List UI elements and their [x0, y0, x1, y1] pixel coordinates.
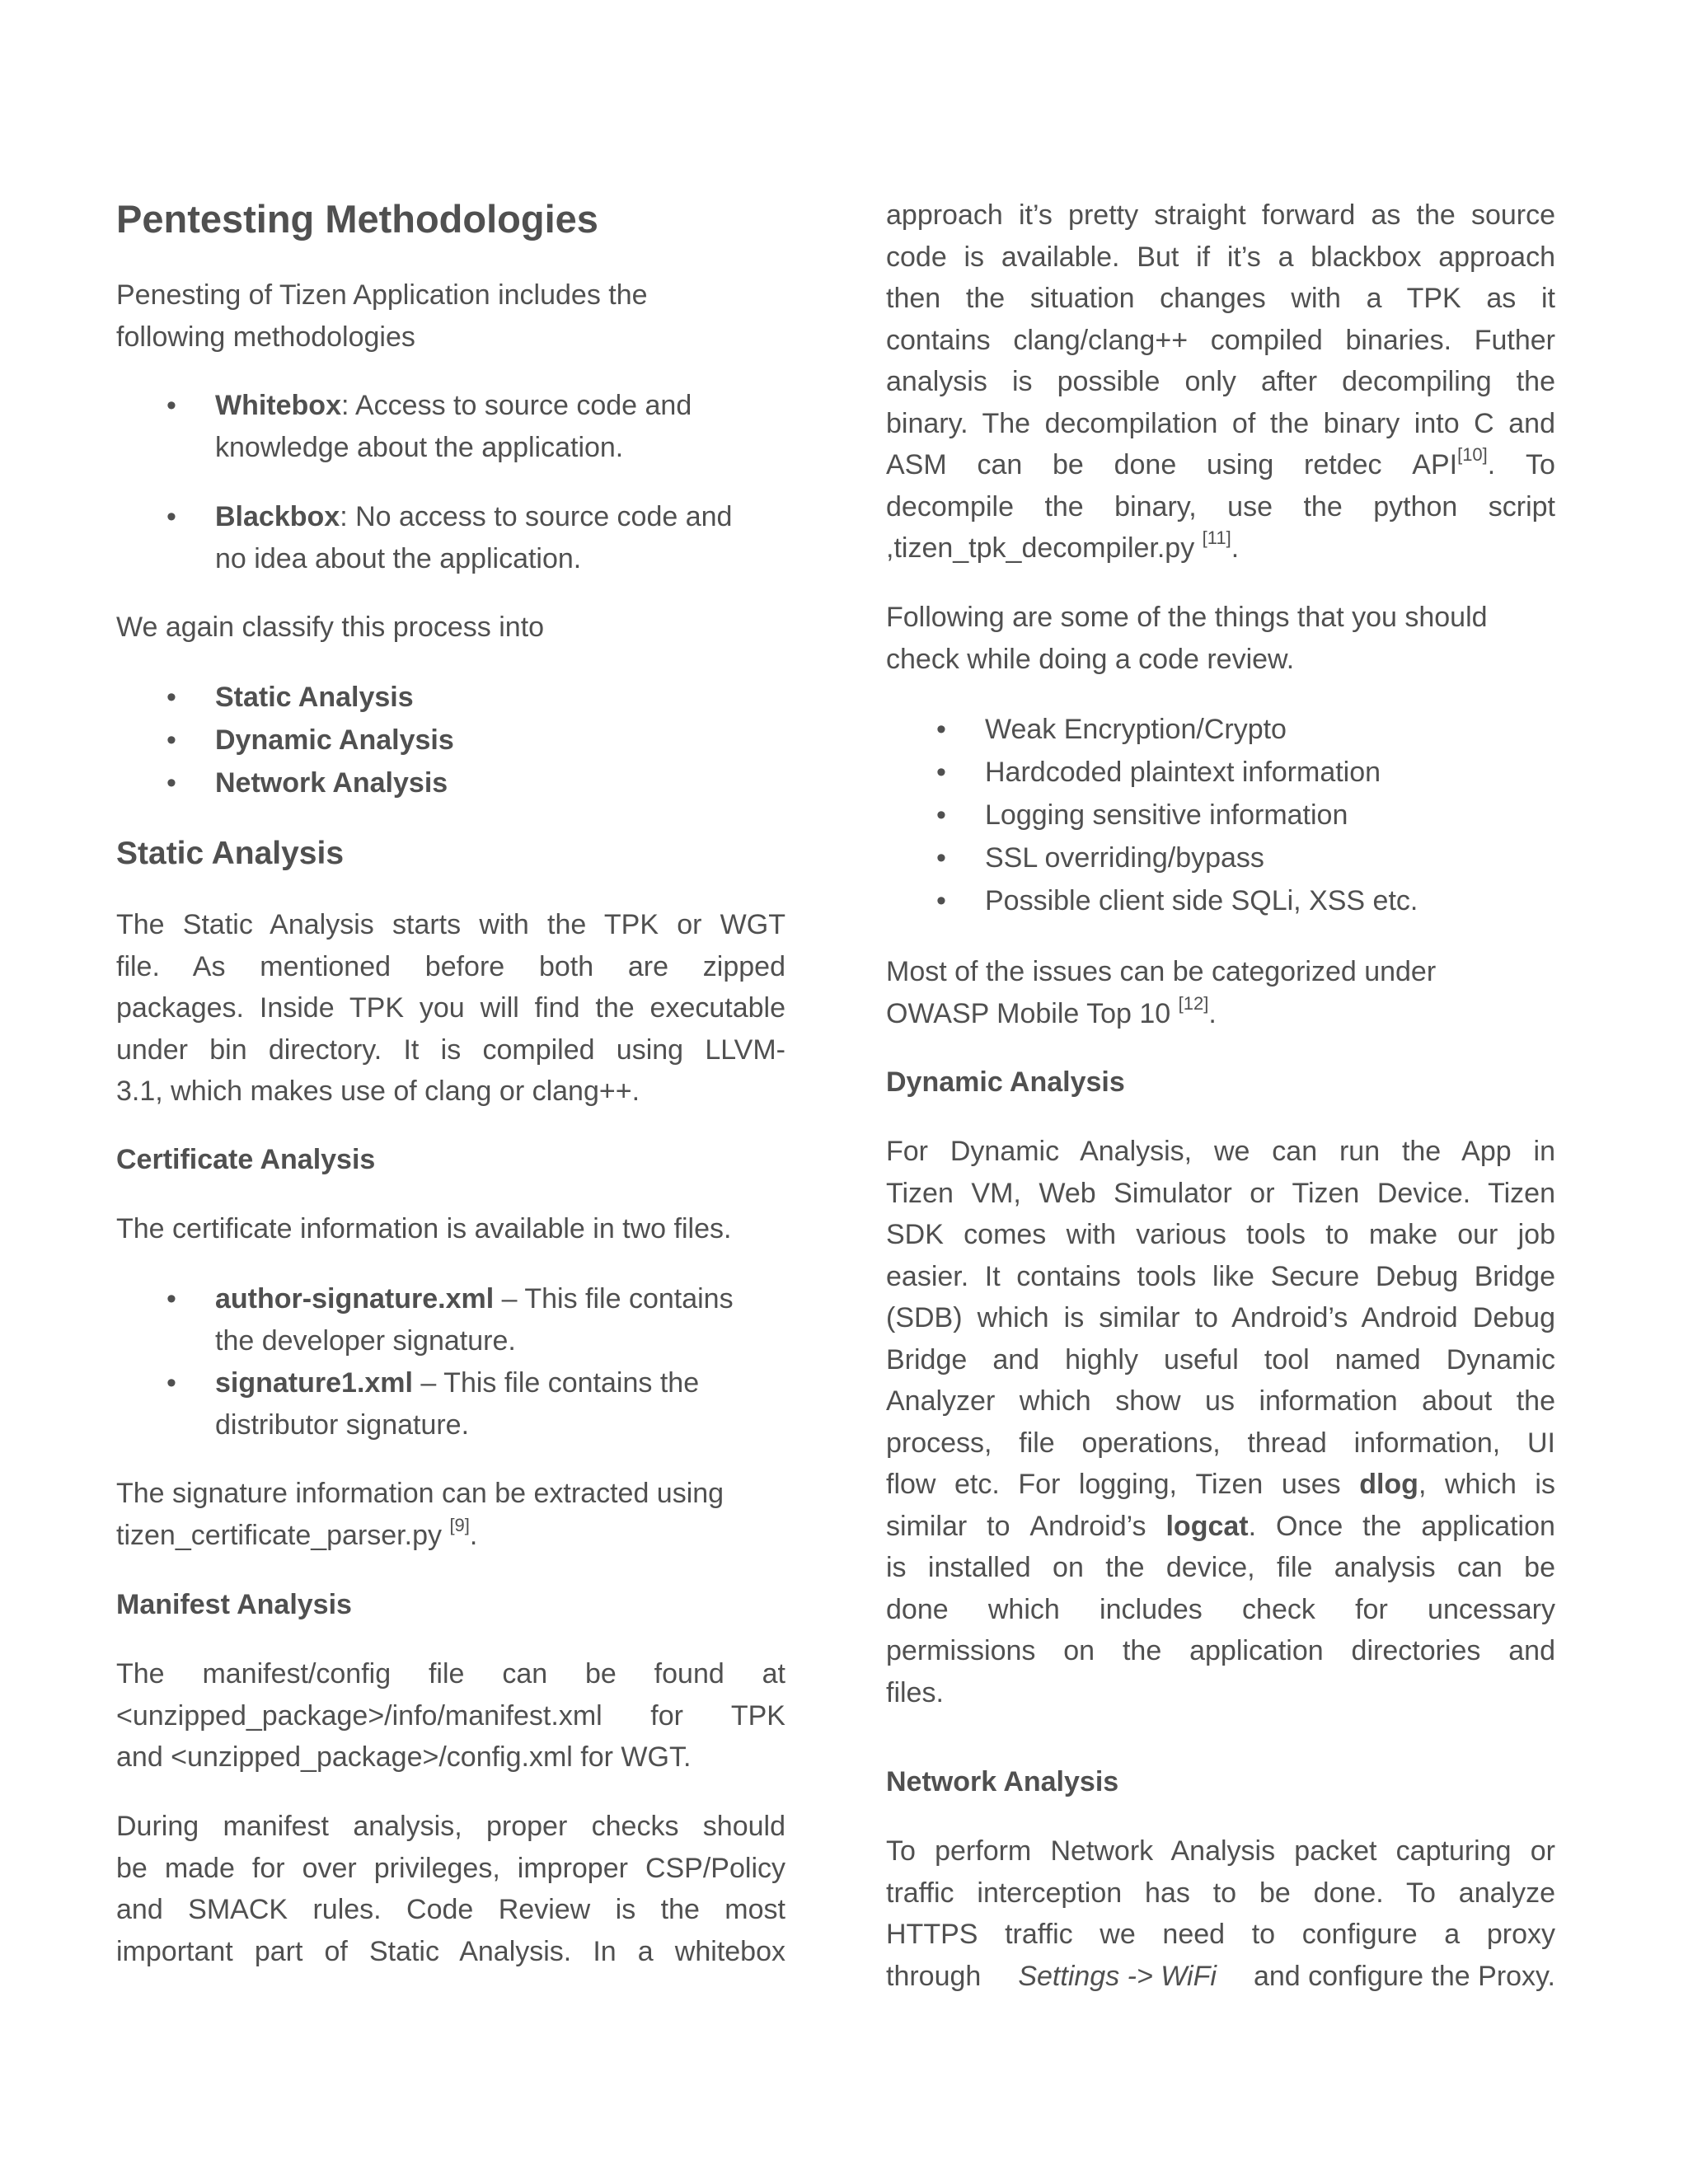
word: which	[1444, 1469, 1517, 1500]
text-line: Bridge and highly useful tool named Dynamic	[886, 1343, 1555, 1376]
static-paragraph	[116, 904, 785, 1113]
text-line: easier. It contains tools like Secure Debug Bridge	[886, 1260, 1555, 1292]
api-word: API[10].	[1412, 444, 1496, 480]
word: is	[1535, 1469, 1555, 1500]
text-line: HTTPS traffic we need to configure a proxy	[886, 1919, 1555, 1950]
text-line: The manifest/config file can be found at	[116, 1658, 785, 1690]
list-item	[886, 837, 1555, 879]
text-line: under bin directory. It is compiled using LLVM-	[116, 1033, 785, 1066]
method-text: knowledge about the application.	[215, 432, 624, 463]
list-item-whitebox	[116, 385, 785, 469]
bullet-icon: •	[936, 842, 946, 874]
methods-list	[116, 385, 785, 469]
bullet-icon: •	[166, 501, 176, 532]
cert-list	[116, 1278, 785, 1446]
text-line: important part of Static Analysis. In a whitebox	[116, 1935, 785, 1967]
list-item	[886, 751, 1555, 794]
word: done	[1114, 449, 1177, 480]
logcat-term: logcat	[1165, 1510, 1249, 1542]
list-item-signature1	[116, 1362, 785, 1446]
text-line: tizen_certificate_parser.py	[116, 1519, 450, 1551]
text-line: and SMACK rules. Code Review is the most	[116, 1894, 785, 1925]
settings-path: Settings -> WiFi	[1018, 1960, 1217, 1992]
text-line: analysis is possible only after decompiling the	[886, 366, 1555, 397]
continuation-paragraph	[886, 194, 1555, 569]
manifest-paragraph-2	[116, 1806, 785, 1972]
text-line: check while doing a code review.	[886, 643, 1295, 675]
manifest-analysis-heading: Manifest Analysis	[116, 1589, 352, 1620]
review-item: SSL overriding/bypass	[985, 842, 1264, 874]
dlog-line	[886, 1464, 1555, 1506]
text-line: and <unzipped_package>/config.xml for WGT.	[116, 1741, 692, 1773]
list-item	[116, 719, 785, 762]
network-paragraph	[886, 1830, 1555, 1997]
api-line	[886, 444, 1555, 486]
word: To	[1525, 449, 1555, 480]
cert-file-name: signature1.xml	[215, 1367, 413, 1399]
word: can	[977, 449, 1023, 480]
text-line: done which includes check for uncessary	[886, 1593, 1555, 1625]
proxy-line	[886, 1956, 1555, 1998]
text-line: (SDB) which is similar to Android’s Android Debug	[886, 1302, 1555, 1333]
process-item-label: Static Analysis	[215, 682, 414, 713]
list-item	[116, 762, 785, 804]
certificate-analysis-heading: Certificate Analysis	[116, 1144, 376, 1175]
list-item	[116, 676, 785, 719]
text-line: contains clang/clang++ compiled binaries. Futher	[886, 324, 1555, 356]
reference-marker: [12]	[1178, 992, 1209, 1014]
text-line: file. As mentioned before both are zipped	[116, 950, 785, 982]
methods-list-2	[116, 496, 785, 580]
list-item	[886, 879, 1555, 922]
text-line: The Static Analysis starts with the TPK or WGT	[116, 909, 785, 940]
cert-text: – This file contains	[494, 1283, 734, 1315]
word: etc.	[954, 1469, 1000, 1500]
word: ASM	[886, 449, 947, 480]
page-title: Pentesting Methodologies	[116, 197, 598, 241]
bullet-icon: •	[166, 390, 176, 421]
word: application	[1421, 1510, 1555, 1542]
text-line: approach it’s pretty straight forward as the source	[886, 199, 1555, 231]
word: uses	[1281, 1469, 1341, 1500]
punctuation: .	[469, 1519, 478, 1551]
text-line: process, file operations, thread information, UI	[886, 1427, 1555, 1459]
intro-paragraph	[116, 274, 785, 358]
text-line: is installed on the device, file analysis can be	[886, 1552, 1555, 1583]
static-analysis-heading: Static Analysis	[116, 836, 345, 871]
bullet-icon: •	[166, 1367, 176, 1399]
reference-marker: [10]	[1457, 444, 1488, 465]
text-line: For Dynamic Analysis, we can run the App in	[886, 1136, 1555, 1167]
text-line: permissions on the application directories and	[886, 1635, 1555, 1666]
word: logging,	[1078, 1469, 1177, 1500]
word: the	[1362, 1510, 1402, 1542]
dlog-term: dlog	[1359, 1469, 1418, 1500]
bullet-icon: •	[166, 724, 176, 756]
text-line: During manifest analysis, proper checks should	[116, 1811, 785, 1842]
reference-marker: [9]	[449, 1514, 470, 1535]
word: retdec	[1304, 449, 1382, 480]
word: For	[1018, 1469, 1061, 1500]
review-item: Weak Encryption/Crypto	[985, 714, 1287, 745]
list-item-author-signature	[116, 1278, 785, 1362]
word: flow	[886, 1469, 936, 1500]
text-line: binary. The decompilation of the binary into C and	[886, 407, 1555, 439]
classify-paragraph: We again classify this process into	[116, 612, 545, 643]
text-line: files.	[886, 1676, 944, 1708]
process-list	[116, 676, 785, 804]
text-line: decompile the binary, use the python script	[886, 490, 1555, 523]
punctuation: .	[1231, 532, 1240, 564]
list-item-blackbox	[116, 496, 785, 580]
cert-text: – This file contains the	[412, 1367, 700, 1399]
word: to	[987, 1510, 1010, 1542]
text-line: ,tizen_tpk_decompiler.py	[886, 532, 1203, 564]
bullet-icon: •	[166, 1283, 176, 1315]
word: Once	[1275, 1510, 1343, 1542]
dynamic-paragraph	[886, 1131, 1555, 1713]
intro-line: Penesting of Tizen Application includes the	[116, 279, 648, 311]
text-line: code is available. But if it’s a blackbox approach	[886, 241, 1555, 273]
text-line: be made for over privileges, improper CSP/Policy	[116, 1852, 785, 1884]
cert-intro: The certificate information is available in two files.	[116, 1213, 732, 1244]
text-line: SDK comes with various tools to make our job	[886, 1219, 1555, 1250]
word: be	[1053, 449, 1084, 480]
review-item: Hardcoded plaintext information	[985, 757, 1381, 788]
text-line: and configure the Proxy.	[1253, 1960, 1555, 1992]
bullet-icon: •	[166, 767, 176, 799]
reference-marker: [11]	[1202, 527, 1231, 548]
word: Android’s	[1029, 1510, 1146, 1542]
review-item: Possible client side SQLi, XSS etc.	[985, 885, 1418, 916]
text-line: Following are some of the things that you should	[886, 602, 1488, 633]
word: similar	[886, 1510, 968, 1542]
bullet-icon: •	[936, 714, 946, 745]
manifest-paragraph	[116, 1653, 785, 1779]
dlog-word: dlog,	[1359, 1469, 1427, 1500]
owasp-paragraph	[886, 951, 1555, 1034]
term-blackbox: Blackbox	[215, 501, 340, 532]
punctuation: .	[1208, 997, 1217, 1029]
cert-file-name: author-signature.xml	[215, 1283, 495, 1315]
text-line: traffic interception has to be done. To analyze	[886, 1877, 1555, 1909]
text-line: 3.1, which makes use of clang or clang++.	[116, 1076, 640, 1107]
method-text: : No access to source code and	[340, 501, 733, 532]
text-line: Most of the issues can be categorized under	[886, 956, 1437, 987]
text-line: <unzipped_package>/info/manifest.xml for TPK	[116, 1699, 785, 1732]
signature-paragraph	[116, 1473, 785, 1556]
term-whitebox: Whitebox	[215, 390, 341, 421]
process-item-label: Dynamic Analysis	[215, 724, 454, 756]
bullet-icon: •	[936, 799, 946, 831]
method-text: no idea about the application.	[215, 543, 582, 574]
review-item: Logging sensitive information	[985, 799, 1348, 831]
dynamic-analysis-heading: Dynamic Analysis	[886, 1066, 1125, 1098]
logcat-word: logcat.	[1165, 1510, 1257, 1542]
word: through	[886, 1960, 982, 1992]
cert-text: distributor signature.	[215, 1409, 470, 1441]
intro-line: following methodologies	[116, 321, 415, 353]
word: using	[1206, 449, 1274, 480]
word: Tizen	[1195, 1469, 1264, 1500]
text-line: The signature information can be extracted using	[116, 1478, 724, 1509]
logcat-line	[886, 1506, 1555, 1548]
text-line: Tizen VM, Web Simulator or Tizen Device. Tizen	[886, 1177, 1555, 1209]
text-line: To perform Network Analysis packet capturing or	[886, 1835, 1555, 1867]
method-text: : Access to source code and	[340, 390, 692, 421]
bullet-icon: •	[936, 757, 946, 788]
list-item	[886, 708, 1555, 751]
text-line: then the situation changes with a TPK as it	[886, 283, 1555, 314]
cert-text: the developer signature.	[215, 1325, 516, 1357]
text-line: Analyzer which show us information about the	[886, 1385, 1555, 1417]
bullet-icon: •	[936, 885, 946, 916]
text-line: OWASP Mobile Top 10	[886, 997, 1179, 1029]
text-line: packages. Inside TPK you will find the executable	[116, 992, 785, 1024]
bullet-icon: •	[166, 682, 176, 713]
network-analysis-heading: Network Analysis	[886, 1766, 1119, 1797]
review-list	[886, 708, 1555, 922]
process-item-label: Network Analysis	[215, 767, 448, 799]
list-item	[886, 794, 1555, 837]
review-intro	[886, 597, 1555, 680]
